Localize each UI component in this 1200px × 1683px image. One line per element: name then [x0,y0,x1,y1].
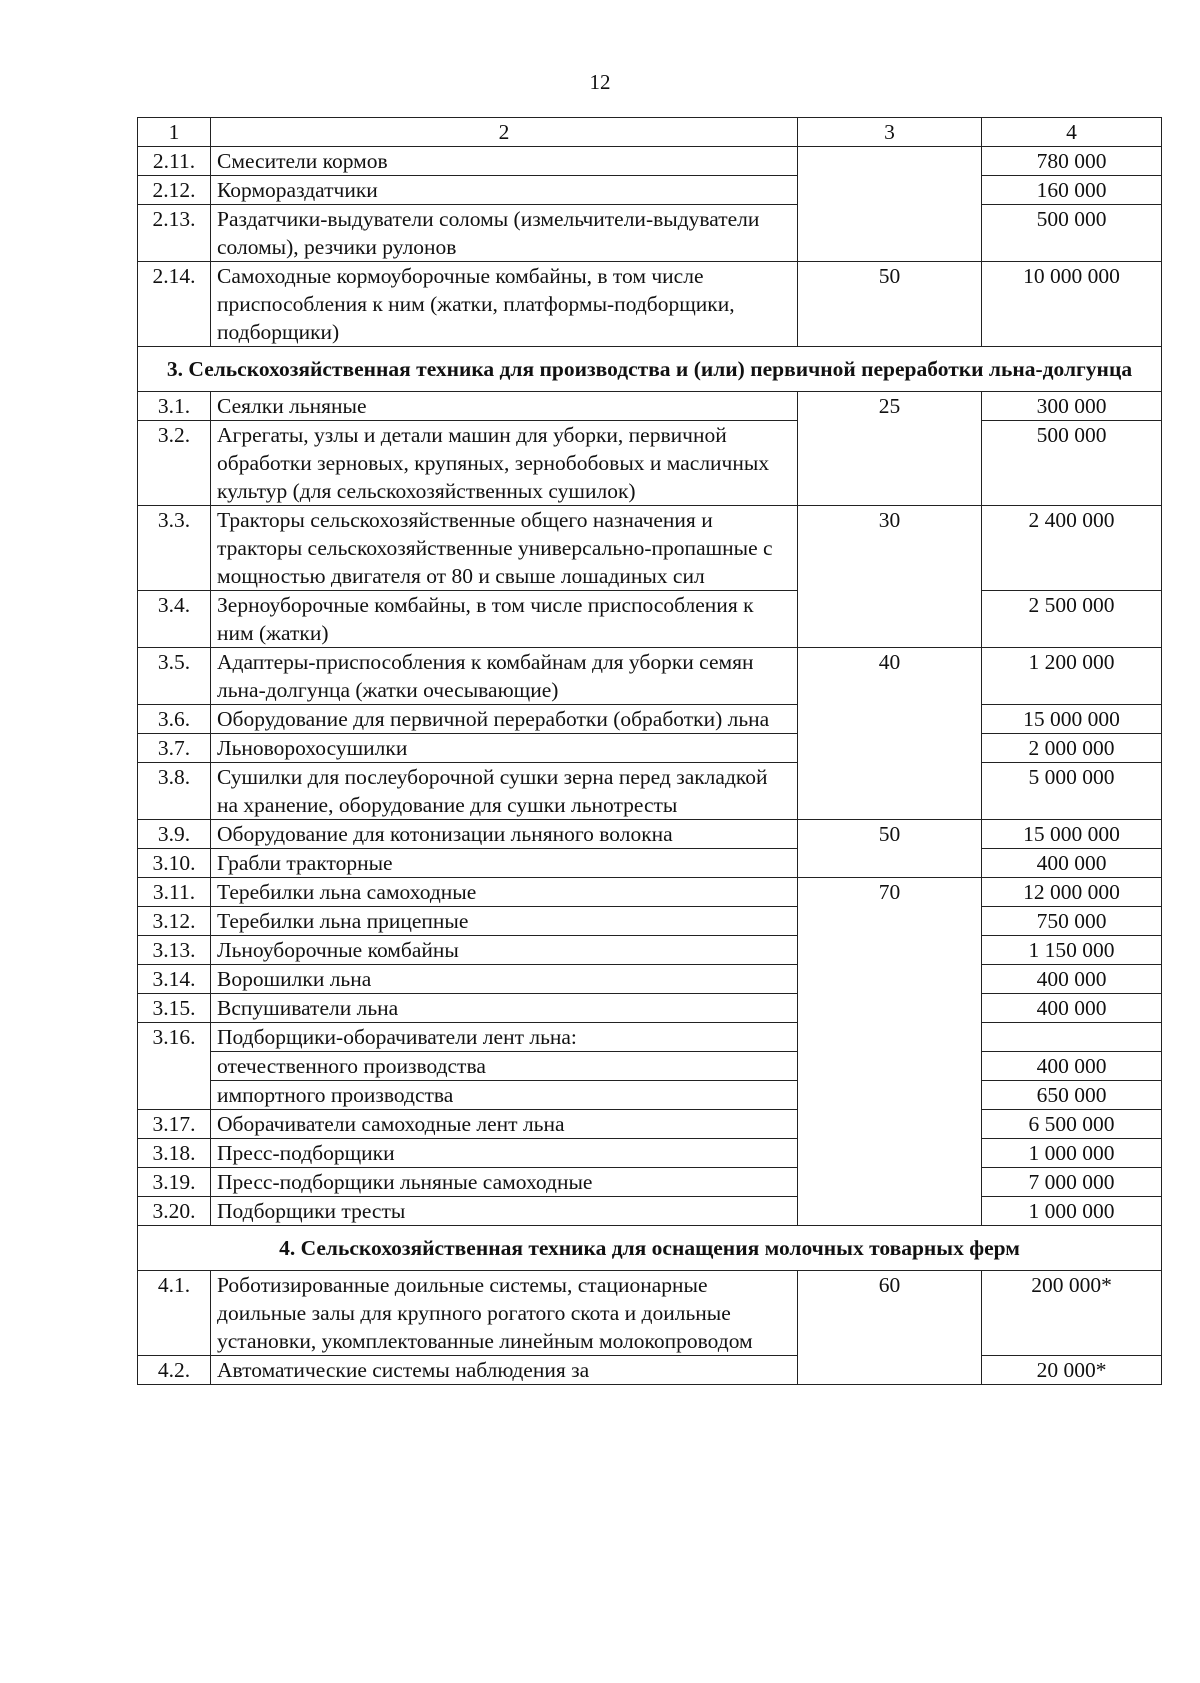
row-subitem: отечественного производства [211,1052,798,1081]
row-price: 750 000 [982,907,1162,936]
row-number: 3.9. [138,820,211,849]
section-row [138,1226,1162,1271]
row-number: 3.6. [138,705,211,734]
row-number: 2.11. [138,147,211,176]
row-price: 400 000 [982,849,1162,878]
table-row [138,907,1162,936]
row-price: 1 150 000 [982,936,1162,965]
row-number: 3.15. [138,994,211,1023]
table-row [138,205,1162,262]
row-name: Адаптеры-приспособления к комбайнам для уборки семян льна-долгунца (жатки очесывающие) [211,648,798,705]
header-col-3: 3 [798,118,982,147]
row-subitem: импортного производства [211,1081,798,1110]
table-row [138,936,1162,965]
table-row [138,705,1162,734]
row-percent: 70 [798,878,982,1226]
row-price: 1 200 000 [982,648,1162,705]
row-price: 1 000 000 [982,1197,1162,1226]
table-row [138,392,1162,421]
row-price: 5 000 000 [982,763,1162,820]
row-price: 20 000* [982,1356,1162,1385]
table-row [138,1052,1162,1081]
row-price: 2 000 000 [982,734,1162,763]
row-number: 3.4. [138,591,211,648]
table-row [138,506,1162,591]
row-percent: 40 [798,648,982,820]
row-percent: 50 [798,262,982,347]
table-row [138,421,1162,506]
row-price: 7 000 000 [982,1168,1162,1197]
row-number: 4.1. [138,1271,211,1356]
row-name: Кормораздатчики [211,176,798,205]
row-number: 3.5. [138,648,211,705]
row-price: 400 000 [982,994,1162,1023]
row-name: Льноуборочные комбайны [211,936,798,965]
row-name: Самоходные кормоуборочные комбайны, в том числе приспособления к ним (жатки, платформы-подборщики, подборщики) [211,262,798,347]
row-name: Подборщики тресты [211,1197,798,1226]
table-row [138,849,1162,878]
row-name: Теребилки льна прицепные [211,907,798,936]
row-name: Теребилки льна самоходные [211,878,798,907]
table-row [138,994,1162,1023]
table-header-row [138,118,1162,147]
row-number: 3.11. [138,878,211,907]
row-number: 2.14. [138,262,211,347]
row-number: 3.16. [138,1023,211,1110]
table-row [138,1271,1162,1356]
row-price [982,1023,1162,1052]
row-price: 15 000 000 [982,705,1162,734]
row-price: 300 000 [982,392,1162,421]
row-name: Сеялки льняные [211,392,798,421]
table-row [138,1081,1162,1110]
table-row [138,878,1162,907]
table-row [138,591,1162,648]
row-name: Агрегаты, узлы и детали машин для уборки, первичной обработки зерновых, крупяных, зернобобовых и масличных культур (для сельскохозяйственных сушилок) [211,421,798,506]
table-row [138,820,1162,849]
row-name: Грабли тракторные [211,849,798,878]
row-percent: 25 [798,392,982,506]
row-number: 3.17. [138,1110,211,1139]
table-row [138,763,1162,820]
row-number: 3.14. [138,965,211,994]
section-heading-3: 3. Сельскохозяйственная техника для производства и (или) первичной переработки льна-долгунца [138,347,1162,392]
header-col-2: 2 [211,118,798,147]
row-price: 15 000 000 [982,820,1162,849]
row-price: 6 500 000 [982,1110,1162,1139]
row-name: Сушилки для послеуборочной сушки зерна перед закладкой на хранение, оборудование для сушки льнотресты [211,763,798,820]
header-col-1: 1 [138,118,211,147]
row-percent: 60 [798,1271,982,1385]
table-row [138,965,1162,994]
row-price: 2 500 000 [982,591,1162,648]
row-name: Раздатчики-выдуватели соломы (измельчители-выдуватели соломы), резчики рулонов [211,205,798,262]
header-col-4: 4 [982,118,1162,147]
row-price: 500 000 [982,205,1162,262]
row-number: 4.2. [138,1356,211,1385]
table-row [138,262,1162,347]
row-number: 3.13. [138,936,211,965]
row-name: Пресс-подборщики льняные самоходные [211,1168,798,1197]
row-price: 400 000 [982,965,1162,994]
equipment-table [137,117,1162,1385]
row-price: 10 000 000 [982,262,1162,347]
row-name: Смесители кормов [211,147,798,176]
row-number: 3.10. [138,849,211,878]
table-row [138,734,1162,763]
table-row [138,1197,1162,1226]
row-name: Оборачиватели самоходные лент льна [211,1110,798,1139]
row-name: Ворошилки льна [211,965,798,994]
row-number: 3.8. [138,763,211,820]
row-number: 3.20. [138,1197,211,1226]
page-number: 12 [589,70,611,94]
section-row [138,347,1162,392]
row-price: 200 000* [982,1271,1162,1356]
row-percent: 30 [798,506,982,648]
row-number: 2.12. [138,176,211,205]
row-number: 3.19. [138,1168,211,1197]
row-number: 3.1. [138,392,211,421]
table-row [138,176,1162,205]
row-name: Оборудование для котонизации льняного волокна [211,820,798,849]
table-row [138,1356,1162,1385]
table-row [138,1023,1162,1052]
row-price: 1 000 000 [982,1139,1162,1168]
row-number: 3.2. [138,421,211,506]
row-name: Пресс-подборщики [211,1139,798,1168]
row-number: 3.18. [138,1139,211,1168]
row-name: Оборудование для первичной переработки (обработки) льна [211,705,798,734]
row-name: Автоматические системы наблюдения за [211,1356,798,1385]
row-price: 780 000 [982,147,1162,176]
row-price: 2 400 000 [982,506,1162,591]
table-row [138,1110,1162,1139]
row-percent [798,147,982,262]
row-name: Подборщики-оборачиватели лент льна: [211,1023,798,1052]
row-name: Зерноуборочные комбайны, в том числе приспособления к ним (жатки) [211,591,798,648]
row-name: Льноворохосушилки [211,734,798,763]
row-price: 500 000 [982,421,1162,506]
row-name: Вспушиватели льна [211,994,798,1023]
row-price: 12 000 000 [982,878,1162,907]
row-price: 160 000 [982,176,1162,205]
table-row [138,1139,1162,1168]
row-price: 650 000 [982,1081,1162,1110]
row-number: 3.12. [138,907,211,936]
table-row [138,648,1162,705]
row-number: 2.13. [138,205,211,262]
table-row [138,1168,1162,1197]
row-name: Роботизированные доильные системы, стационарные доильные залы для крупного рогатого скота и доильные установки, укомплектованные линейным молокопроводом [211,1271,798,1356]
row-price: 400 000 [982,1052,1162,1081]
section-heading-4: 4. Сельскохозяйственная техника для оснащения молочных товарных ферм [138,1226,1162,1271]
row-name: Тракторы сельскохозяйственные общего назначения и тракторы сельскохозяйственные универсально-пропашные с мощностью двигателя от 80 и свыше лошадиных сил [211,506,798,591]
table-row [138,147,1162,176]
row-number: 3.3. [138,506,211,591]
row-percent: 50 [798,820,982,878]
row-number: 3.7. [138,734,211,763]
